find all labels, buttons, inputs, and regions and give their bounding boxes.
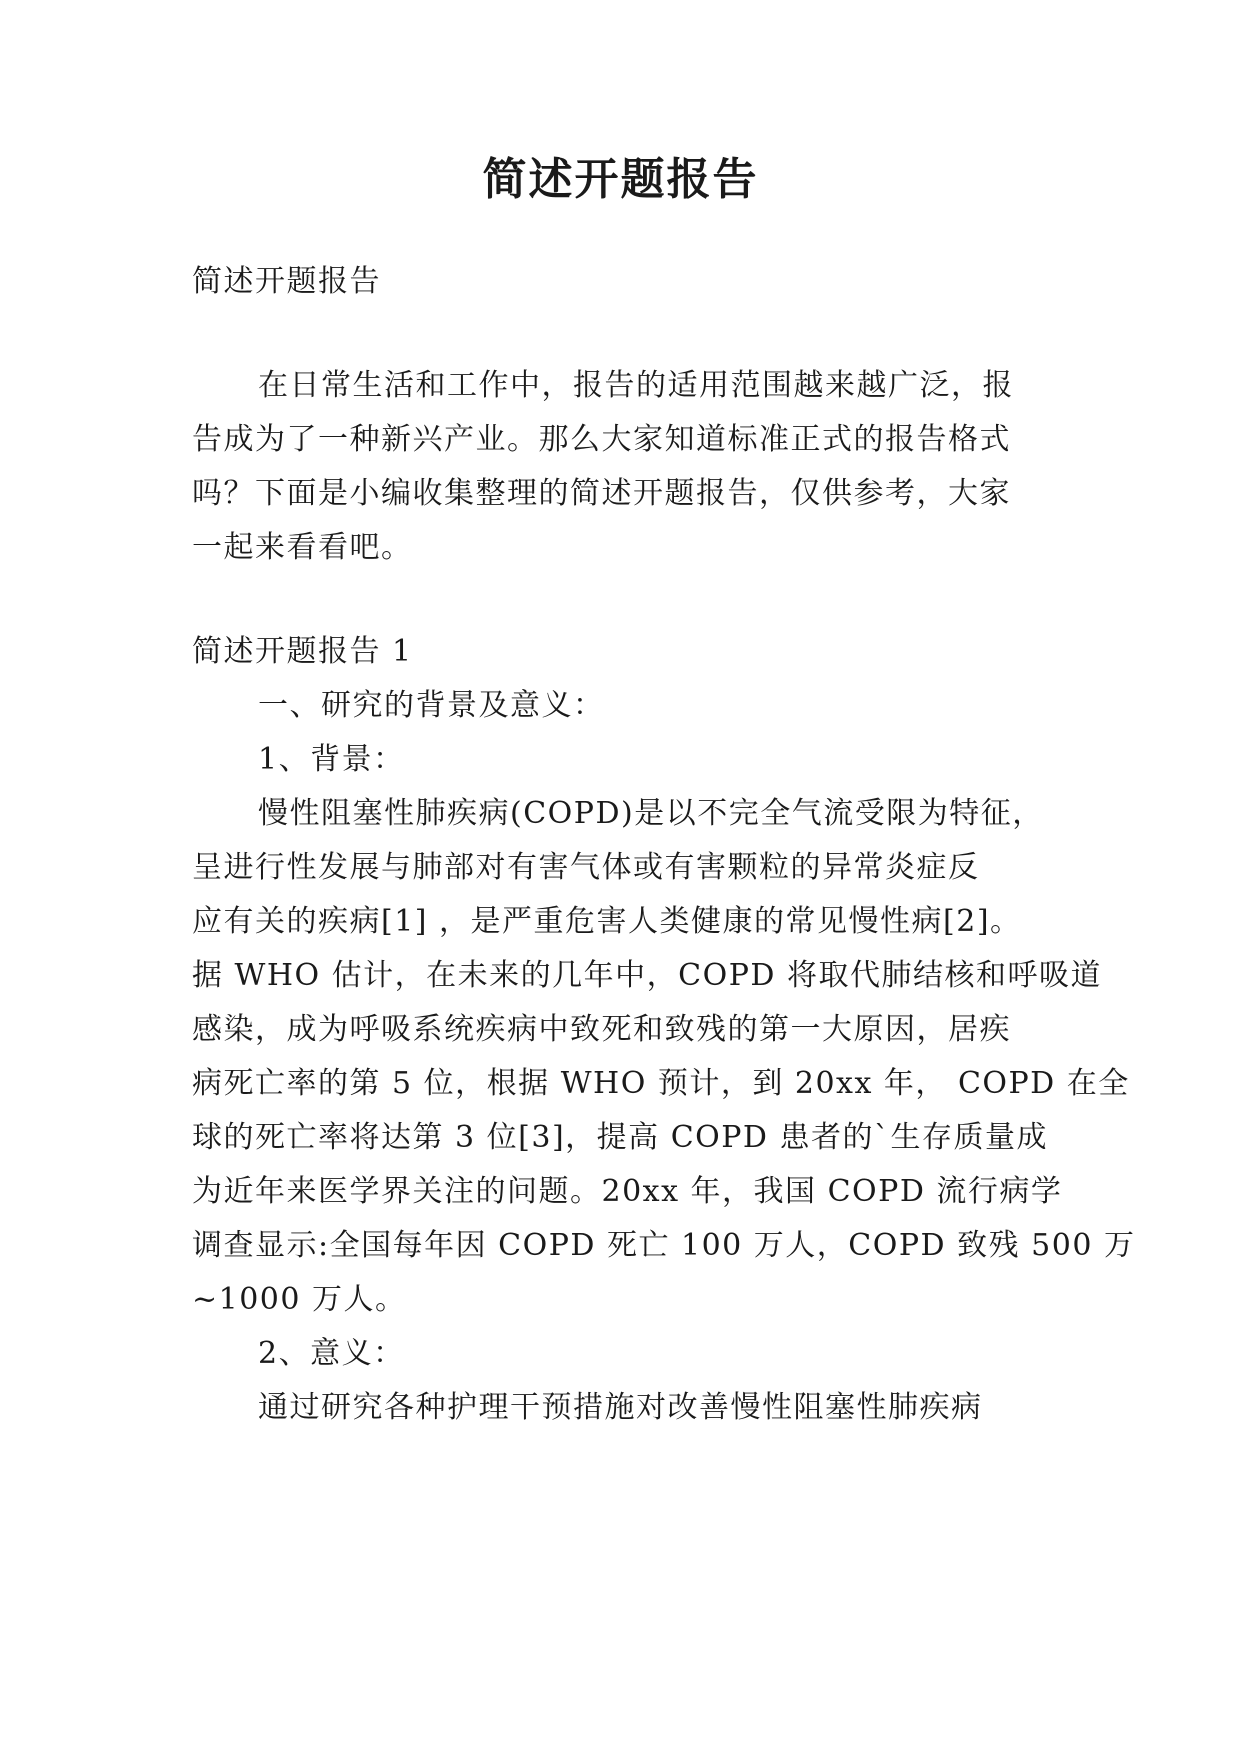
background-line: 据 WHO 估计，在未来的几年中，COPD 将取代肺结核和呼吸道: [192, 958, 1102, 993]
background-line: 应有关的疾病[1] ，是严重危害人类健康的常见慢性病[2]。: [192, 904, 1022, 939]
intro-line: 告成为了一种新兴产业。那么大家知道标准正式的报告格式: [192, 422, 1011, 457]
significance-line: 通过研究各种护理干预措施对改善慢性阻塞性肺疾病: [258, 1390, 983, 1425]
background-line: 慢性阻塞性肺疾病(COPD)是以不完全气流受限为特征，: [258, 796, 1044, 831]
background-line: 为近年来医学界关注的问题。20xx 年，我国 COPD 流行病学: [192, 1174, 1063, 1209]
background-line: ~1000 万人。: [192, 1282, 407, 1317]
background-heading: 1、背景：: [258, 742, 405, 777]
document-title: 简述开题报告: [482, 154, 759, 205]
background-line: 调查显示:全国每年因 COPD 死亡 100 万人，COPD 致残 500 万: [192, 1228, 1136, 1263]
background-line: 呈进行性发展与肺部对有害气体或有害颗粒的异常炎症反: [192, 850, 980, 885]
background-line: 球的死亡率将达第 3 位[3]，提高 COPD 患者的`生存质量成: [192, 1120, 1049, 1155]
document-subtitle: 简述开题报告: [192, 264, 381, 299]
intro-line: 一起来看看吧。: [192, 530, 413, 565]
background-line: 感染，成为呼吸系统疾病中致死和致残的第一大原因，居疾: [192, 1012, 1011, 1047]
intro-line: 在日常生活和工作中，报告的适用范围越来越广泛，报: [258, 368, 1014, 403]
intro-line: 吗？下面是小编收集整理的简述开题报告，仅供参考，大家: [192, 476, 1011, 511]
part-heading: 一、研究的背景及意义：: [258, 688, 605, 723]
background-line: 病死亡率的第 5 位，根据 WHO 预计，到 20xx 年， COPD 在全: [192, 1066, 1130, 1101]
significance-heading: 2、意义：: [258, 1336, 405, 1371]
section-heading: 简述开题报告 1: [192, 634, 413, 669]
